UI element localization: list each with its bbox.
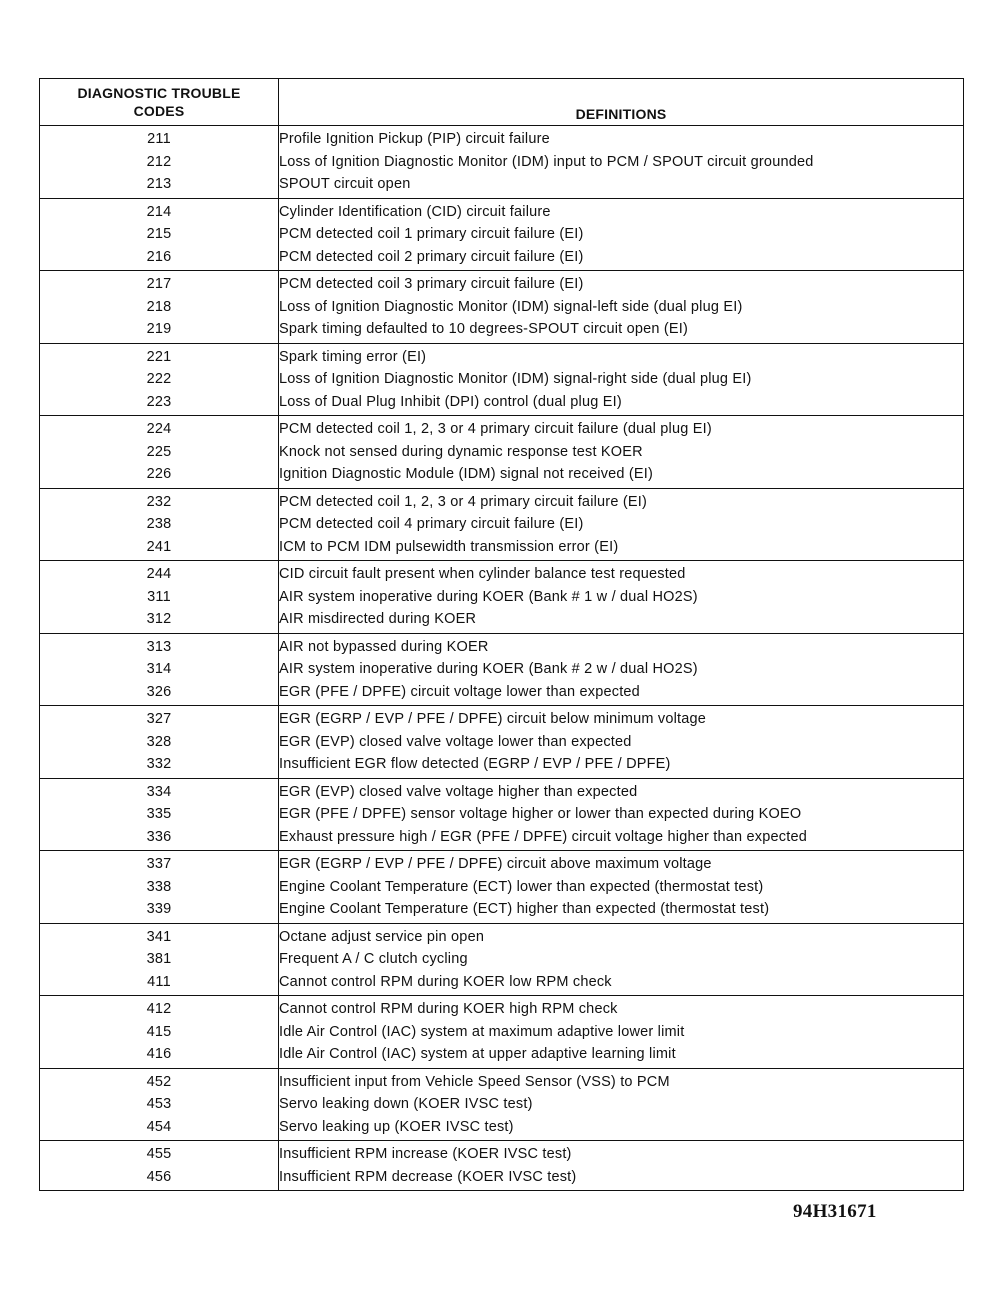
code-definition: EGR (EVP) closed valve voltage lower than expected: [279, 731, 964, 754]
dtc-definitions-table: [39, 78, 964, 1191]
trouble-code: 314: [40, 658, 279, 681]
trouble-code: 456: [40, 1166, 279, 1191]
code-definition: Idle Air Control (IAC) system at upper adaptive learning limit: [279, 1043, 964, 1068]
table-row: [40, 441, 964, 464]
table-row: [40, 1166, 964, 1191]
table-row: [40, 851, 964, 876]
trouble-code: 216: [40, 246, 279, 271]
code-definition: PCM detected coil 3 primary circuit failure (EI): [279, 271, 964, 296]
table-row: [40, 343, 964, 368]
code-group: [40, 778, 964, 851]
code-group: [40, 1068, 964, 1141]
code-definition: Ignition Diagnostic Module (IDM) signal not received (EI): [279, 463, 964, 488]
table-row: [40, 826, 964, 851]
table-row: [40, 368, 964, 391]
trouble-code: 215: [40, 223, 279, 246]
figure-id: 94H31671: [793, 1201, 877, 1222]
code-group: [40, 343, 964, 416]
header-codes: [40, 79, 279, 126]
code-group: [40, 416, 964, 489]
code-definition: PCM detected coil 1, 2, 3 or 4 primary circuit failure (dual plug EI): [279, 416, 964, 441]
code-definition: PCM detected coil 4 primary circuit failure (EI): [279, 513, 964, 536]
trouble-code: 326: [40, 681, 279, 706]
trouble-code: 454: [40, 1116, 279, 1141]
code-definition: Insufficient input from Vehicle Speed Sensor (VSS) to PCM: [279, 1068, 964, 1093]
trouble-code: 244: [40, 561, 279, 586]
trouble-code: 211: [40, 126, 279, 151]
trouble-code: 341: [40, 923, 279, 948]
table-row: [40, 416, 964, 441]
code-group: [40, 851, 964, 924]
code-definition: Servo leaking down (KOER IVSC test): [279, 1093, 964, 1116]
code-definition: AIR misdirected during KOER: [279, 608, 964, 633]
code-definition: Frequent A / C clutch cycling: [279, 948, 964, 971]
code-definition: Servo leaking up (KOER IVSC test): [279, 1116, 964, 1141]
code-definition: Loss of Ignition Diagnostic Monitor (IDM) signal-right side (dual plug EI): [279, 368, 964, 391]
table-row: [40, 391, 964, 416]
code-definition: Idle Air Control (IAC) system at maximum adaptive lower limit: [279, 1021, 964, 1044]
table-row: [40, 318, 964, 343]
code-definition: Engine Coolant Temperature (ECT) higher than expected (thermostat test): [279, 898, 964, 923]
trouble-code: 219: [40, 318, 279, 343]
table-row: [40, 536, 964, 561]
trouble-code: 335: [40, 803, 279, 826]
trouble-code: 232: [40, 488, 279, 513]
trouble-code: 338: [40, 876, 279, 899]
trouble-code: 334: [40, 778, 279, 803]
table-row: [40, 561, 964, 586]
trouble-code: 226: [40, 463, 279, 488]
trouble-code: 312: [40, 608, 279, 633]
code-definition: Exhaust pressure high / EGR (PFE / DPFE) circuit voltage higher than expected: [279, 826, 964, 851]
table-row: [40, 898, 964, 923]
table-row: [40, 1116, 964, 1141]
table-row: [40, 731, 964, 754]
table-row: [40, 1021, 964, 1044]
trouble-code: 218: [40, 296, 279, 319]
code-definition: Knock not sensed during dynamic response test KOER: [279, 441, 964, 464]
table-row: [40, 198, 964, 223]
table-row: [40, 463, 964, 488]
code-group: [40, 561, 964, 634]
trouble-code: 327: [40, 706, 279, 731]
trouble-code: 455: [40, 1141, 279, 1166]
table-row: [40, 246, 964, 271]
table-row: [40, 173, 964, 198]
table-row: [40, 1043, 964, 1068]
header-definitions: DEFINITIONS: [279, 79, 964, 126]
table-row: [40, 681, 964, 706]
trouble-code: 223: [40, 391, 279, 416]
trouble-code: 213: [40, 173, 279, 198]
table-row: [40, 948, 964, 971]
table-header: [40, 79, 964, 126]
code-group: [40, 488, 964, 561]
table-row: [40, 513, 964, 536]
table-row: [40, 658, 964, 681]
trouble-code: 311: [40, 586, 279, 609]
trouble-code: 336: [40, 826, 279, 851]
trouble-code: 313: [40, 633, 279, 658]
code-definition: PCM detected coil 2 primary circuit failure (EI): [279, 246, 964, 271]
code-definition: AIR system inoperative during KOER (Bank # 1 w / dual HO2S): [279, 586, 964, 609]
code-group: [40, 996, 964, 1069]
code-definition: Loss of Ignition Diagnostic Monitor (IDM) signal-left side (dual plug EI): [279, 296, 964, 319]
code-definition: Engine Coolant Temperature (ECT) lower than expected (thermostat test): [279, 876, 964, 899]
trouble-code: 225: [40, 441, 279, 464]
code-definition: SPOUT circuit open: [279, 173, 964, 198]
trouble-code: 238: [40, 513, 279, 536]
trouble-code: 412: [40, 996, 279, 1021]
table-row: [40, 633, 964, 658]
table-row: [40, 488, 964, 513]
trouble-code: 217: [40, 271, 279, 296]
table-row: [40, 876, 964, 899]
code-definition: EGR (PFE / DPFE) sensor voltage higher or lower than expected during KOEO: [279, 803, 964, 826]
code-definition: EGR (EVP) closed valve voltage higher than expected: [279, 778, 964, 803]
code-definition: EGR (EGRP / EVP / PFE / DPFE) circuit above maximum voltage: [279, 851, 964, 876]
table-row: [40, 706, 964, 731]
table-row: [40, 778, 964, 803]
table-row: [40, 753, 964, 778]
code-definition: Loss of Ignition Diagnostic Monitor (IDM) input to PCM / SPOUT circuit grounded: [279, 151, 964, 174]
code-group: [40, 923, 964, 996]
trouble-code: 337: [40, 851, 279, 876]
trouble-code: 224: [40, 416, 279, 441]
code-definition: AIR not bypassed during KOER: [279, 633, 964, 658]
table-row: [40, 971, 964, 996]
code-definition: EGR (PFE / DPFE) circuit voltage lower than expected: [279, 681, 964, 706]
code-definition: PCM detected coil 1 primary circuit failure (EI): [279, 223, 964, 246]
code-definition: Loss of Dual Plug Inhibit (DPI) control (dual plug EI): [279, 391, 964, 416]
trouble-code: 332: [40, 753, 279, 778]
table-row: [40, 923, 964, 948]
code-definition: ICM to PCM IDM pulsewidth transmission error (EI): [279, 536, 964, 561]
header-codes-line1: DIAGNOSTIC TROUBLE: [77, 85, 241, 101]
trouble-code: 241: [40, 536, 279, 561]
table-row: [40, 1093, 964, 1116]
code-definition: Octane adjust service pin open: [279, 923, 964, 948]
code-definition: EGR (EGRP / EVP / PFE / DPFE) circuit below minimum voltage: [279, 706, 964, 731]
code-group: [40, 198, 964, 271]
table-row: [40, 803, 964, 826]
trouble-code: 339: [40, 898, 279, 923]
trouble-code: 452: [40, 1068, 279, 1093]
code-definition: PCM detected coil 1, 2, 3 or 4 primary circuit failure (EI): [279, 488, 964, 513]
code-definition: Profile Ignition Pickup (PIP) circuit failure: [279, 126, 964, 151]
trouble-code: 222: [40, 368, 279, 391]
code-group: [40, 126, 964, 199]
code-definition: Spark timing error (EI): [279, 343, 964, 368]
table-row: [40, 608, 964, 633]
header-codes-line2: CODES: [133, 103, 185, 119]
trouble-code: 415: [40, 1021, 279, 1044]
table-row: [40, 996, 964, 1021]
code-definition: Cannot control RPM during KOER high RPM check: [279, 996, 964, 1021]
code-group: [40, 706, 964, 779]
code-definition: Insufficient EGR flow detected (EGRP / EVP / PFE / DPFE): [279, 753, 964, 778]
table-row: [40, 586, 964, 609]
code-definition: Insufficient RPM increase (KOER IVSC test): [279, 1141, 964, 1166]
trouble-code: 381: [40, 948, 279, 971]
table-row: [40, 151, 964, 174]
code-group: [40, 1141, 964, 1191]
trouble-code: 453: [40, 1093, 279, 1116]
code-definition: Spark timing defaulted to 10 degrees-SPOUT circuit open (EI): [279, 318, 964, 343]
code-definition: CID circuit fault present when cylinder balance test requested: [279, 561, 964, 586]
table-row: [40, 223, 964, 246]
code-group: [40, 633, 964, 706]
table-row: [40, 1141, 964, 1166]
trouble-code: 411: [40, 971, 279, 996]
header-row: [40, 79, 964, 126]
trouble-code: 212: [40, 151, 279, 174]
code-definition: AIR system inoperative during KOER (Bank # 2 w / dual HO2S): [279, 658, 964, 681]
code-group: [40, 271, 964, 344]
code-definition: Insufficient RPM decrease (KOER IVSC test): [279, 1166, 964, 1191]
trouble-code: 214: [40, 198, 279, 223]
code-definition: Cylinder Identification (CID) circuit failure: [279, 198, 964, 223]
table-row: [40, 126, 964, 151]
trouble-code: 221: [40, 343, 279, 368]
table-row: [40, 296, 964, 319]
trouble-code: 416: [40, 1043, 279, 1068]
trouble-code: 328: [40, 731, 279, 754]
table-row: [40, 1068, 964, 1093]
code-definition: Cannot control RPM during KOER low RPM check: [279, 971, 964, 996]
table-row: [40, 271, 964, 296]
